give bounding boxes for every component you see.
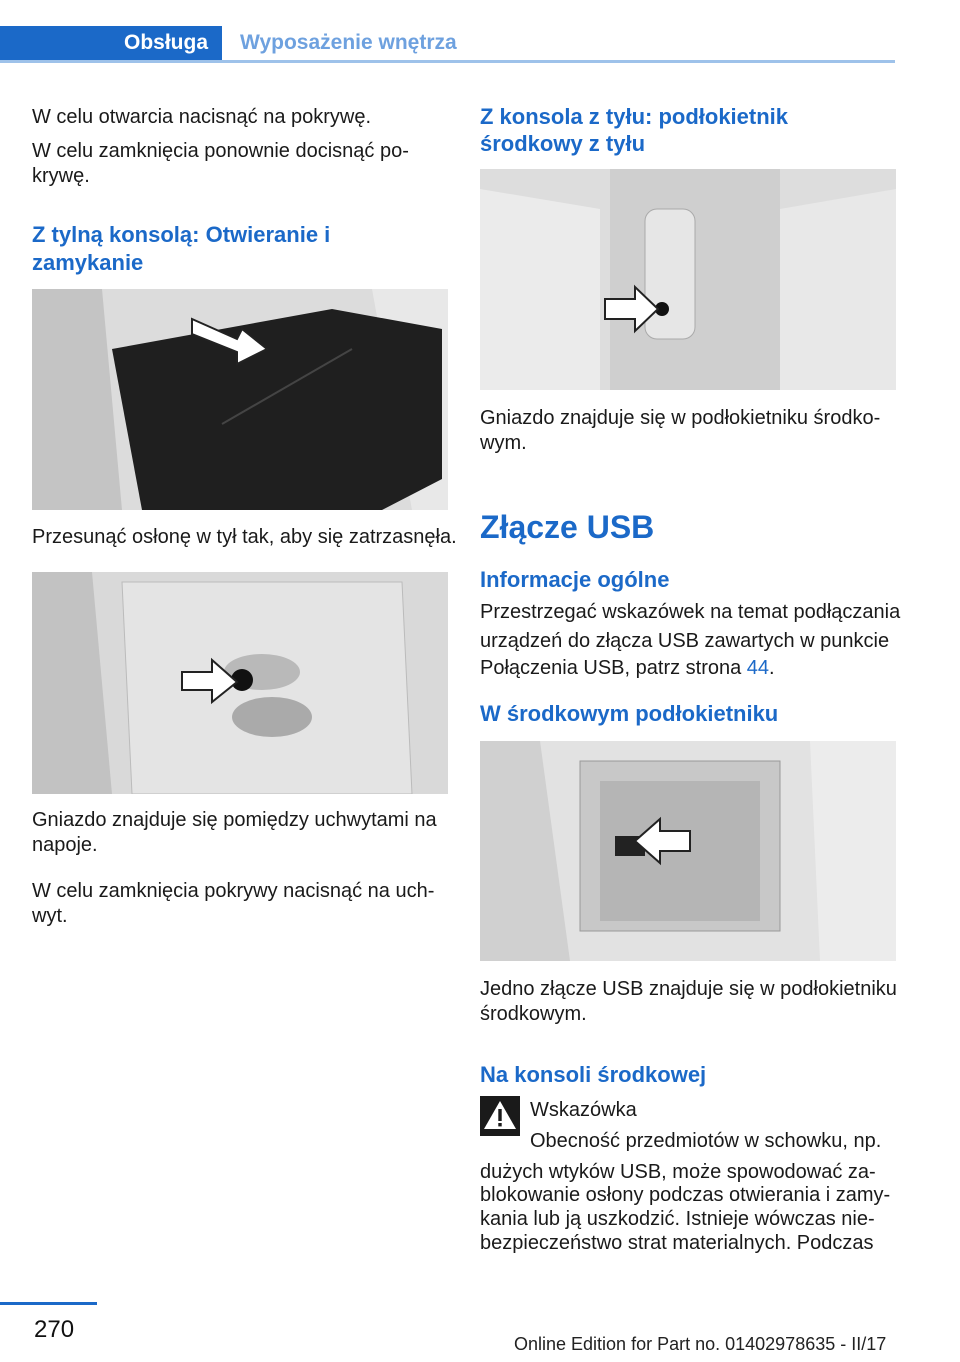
paragraph-usb-location-line2: środkowym. (480, 1003, 587, 1025)
heading-rear-console-line2: zamykanie (32, 250, 144, 275)
usb-info-suffix: . (769, 657, 775, 679)
page-header (0, 0, 960, 62)
paragraph-usb-info-line1: Przestrzegać wskazówek na temat podłączania (480, 601, 901, 623)
heading-rear-armrest-line1: Z konsola z tyłu: podłokietnik (480, 104, 789, 129)
photo-rear-console-socket (32, 572, 448, 794)
rear-armrest-illustration (480, 169, 896, 390)
rear-console-cover-illustration (32, 289, 448, 510)
paragraph-slide-cover: Przesunąć osłonę w tył tak, aby się zatrzasnęła. (32, 526, 457, 548)
warning-text-line2: dużych wtyków USB, może spowodować za- (480, 1161, 876, 1183)
paragraph-usb-info-line2: urządzeń do złącza USB zawartych w punkcie (480, 630, 890, 652)
section-tab-obsluga[interactable]: Obsługa (0, 26, 222, 60)
usb-info-prefix: Połączenia USB, patrz strona (480, 657, 747, 679)
warning-text-line1: Obecność przedmiotów w schowku, np. (530, 1130, 882, 1152)
warning-text-line5: bezpieczeństwo strat materialnych. Podczas (480, 1232, 874, 1254)
heading-center-armrest: W środkowym podłokietniku (480, 701, 779, 726)
photo-center-armrest-usb (480, 741, 896, 961)
paragraph-usb-location-line1: Jedno złącze USB znajduje się w podłokietniku (480, 978, 897, 1000)
page-reference-link[interactable]: 44 (746, 657, 770, 679)
heading-general-info: Informacje ogólne (480, 567, 670, 592)
page-number: 270 (34, 1316, 75, 1343)
paragraph-close-lid-line2: wyt. (32, 905, 68, 927)
paragraph-close-lid-line1: W celu zamknięcia pokrywy nacisnąć na uch- (32, 880, 435, 902)
paragraph-socket-location-line2: napoje. (32, 834, 98, 856)
header-divider (0, 60, 895, 63)
photo-rear-armrest (480, 169, 896, 390)
heading-rear-armrest-line2: środkowy z tyłu (480, 131, 646, 156)
footer-divider (0, 1302, 97, 1305)
warning-text-line3: blokowanie osłony podczas otwierania i zamy- (480, 1184, 891, 1206)
paragraph-close-cover-line1: W celu zamknięcia ponownie docisnąć po- (32, 140, 409, 162)
paragraph-socket-location-line1: Gniazdo znajduje się pomiędzy uchwytami na (32, 809, 437, 831)
paragraph-close-cover-line2: krywę. (32, 165, 90, 187)
paragraph-armrest-socket-line1: Gniazdo znajduje się w podłokietniku środko- (480, 407, 881, 429)
paragraph-armrest-socket-line2: wym. (480, 432, 527, 454)
center-armrest-usb-illustration (480, 741, 896, 961)
section-tab-wyposazenie[interactable]: Wyposażenie wnętrza (240, 31, 457, 54)
warning-title: Wskazówka (530, 1099, 637, 1121)
edition-text: Online Edition for Part no. 01402978635 - II/17 (514, 1334, 887, 1354)
warning-text-line4: kania lub ją uszkodzić. Istnieje wówczas nie- (480, 1208, 875, 1230)
photo-rear-console-cover (32, 289, 448, 510)
warning-icon (480, 1096, 520, 1136)
heading-usb-connector: Złącze USB (480, 509, 655, 545)
heading-rear-console-line1: Z tylną konsolą: Otwieranie i (32, 222, 331, 247)
rear-console-socket-illustration (32, 572, 448, 794)
paragraph-open-cover: W celu otwarcia nacisnąć na pokrywę. (32, 106, 372, 128)
paragraph-usb-info-line3 (480, 654, 775, 683)
heading-center-console: Na konsoli środkowej (480, 1062, 707, 1087)
